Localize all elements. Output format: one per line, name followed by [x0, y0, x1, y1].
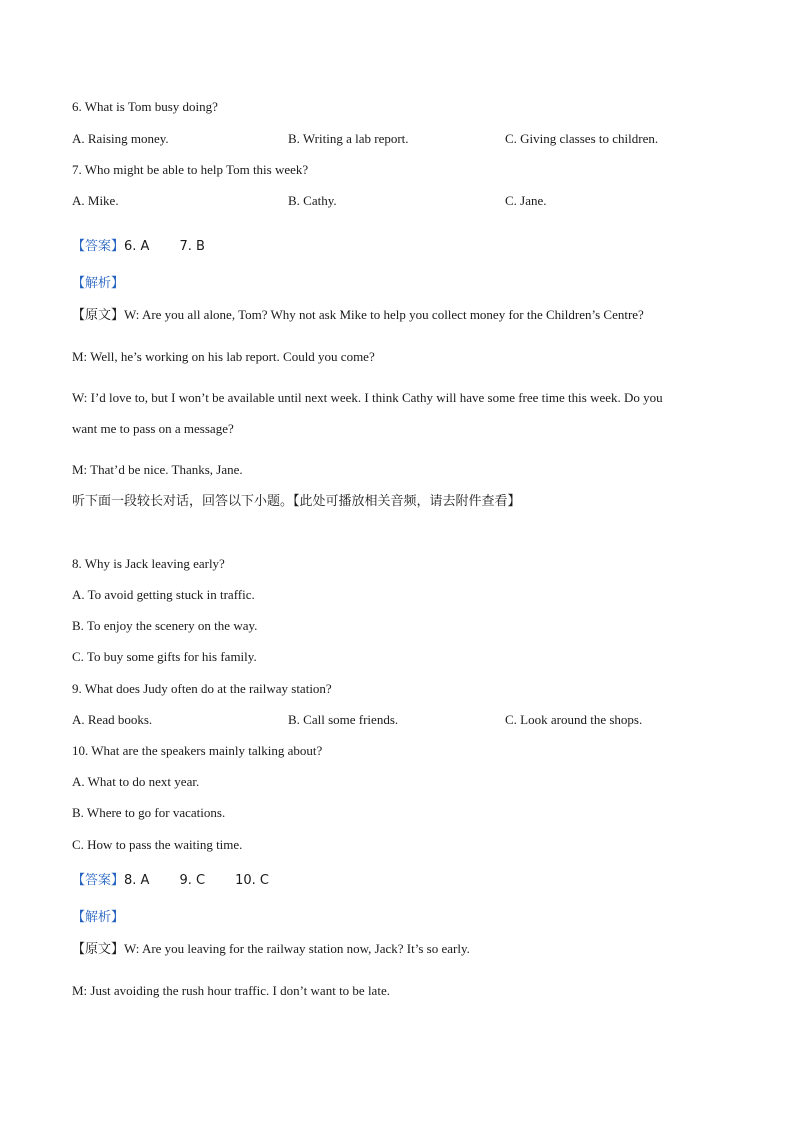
answer-item: 7. B	[179, 239, 205, 254]
transcript-label: 【原文】	[72, 308, 125, 323]
answer-label: 【答案】	[72, 239, 125, 254]
q8-option-b: B. To enjoy the scenery on the way.	[72, 618, 258, 633]
answer-item: 6. A	[124, 239, 150, 254]
transcript-line: W: I’d love to, but I won’t be available until next week. I think Cathy will have some free time this week. Do you	[72, 390, 663, 405]
q9-option-b: B. Call some friends.	[288, 712, 399, 727]
analysis-heading-1	[72, 275, 124, 292]
answer-item: 9. C	[179, 873, 206, 888]
question-9: 9. What does Judy often do at the railway station?	[72, 681, 332, 696]
transcript-label: 【原文】	[72, 942, 125, 957]
q9-option-a: A. Read books.	[72, 712, 153, 727]
answer-line-2	[72, 873, 269, 889]
analysis-heading-2	[72, 909, 124, 926]
answer-item: 8. A	[124, 873, 150, 888]
q6-option-b: B. Writing a lab report.	[288, 131, 409, 146]
answer-label: 【答案】	[72, 873, 125, 888]
question-7: 7. Who might be able to help Tom this week?	[72, 162, 309, 177]
question-10: 10. What are the speakers mainly talking about?	[72, 743, 323, 758]
q7-option-b: B. Cathy.	[288, 193, 337, 208]
q7-option-c: C. Jane.	[505, 193, 547, 208]
q8-option-a: A. To avoid getting stuck in traffic.	[72, 587, 255, 602]
question-8: 8. Why is Jack leaving early?	[72, 556, 225, 571]
q10-option-a: A. What to do next year.	[72, 774, 200, 789]
question-6: 6. What is Tom busy doing?	[72, 99, 218, 114]
transcript-line: want me to pass on a message?	[72, 421, 234, 436]
analysis-label: 【解析】	[72, 276, 125, 291]
transcript-text: W: Are you leaving for the railway station now, Jack? It’s so early.	[124, 941, 470, 956]
transcript-line	[72, 307, 644, 324]
answer-line-1	[72, 239, 205, 255]
analysis-label: 【解析】	[72, 910, 125, 925]
transcript-line	[72, 941, 470, 958]
answer-item: 10. C	[235, 873, 269, 888]
q10-option-b: B. Where to go for vacations.	[72, 805, 226, 820]
q10-option-c: C. How to pass the waiting time.	[72, 837, 243, 852]
transcript-text: W: Are you all alone, Tom? Why not ask Mike to help you collect money for the Children’s Centre?	[124, 307, 644, 322]
q8-option-c: C. To buy some gifts for his family.	[72, 649, 257, 664]
q7-option-a: A. Mike.	[72, 193, 119, 208]
q6-option-a: A. Raising money.	[72, 131, 169, 146]
listening-instruction: 听下面一段较长对话，回答以下小题。【此处可播放相关音频，请去附件查看】	[72, 494, 521, 509]
q6-option-c: C. Giving classes to children.	[505, 131, 659, 146]
transcript-line: M: Well, he’s working on his lab report. Could you come?	[72, 349, 375, 364]
transcript-line: M: Just avoiding the rush hour traffic. I don’t want to be late.	[72, 983, 390, 998]
transcript-line: M: That’d be nice. Thanks, Jane.	[72, 462, 243, 477]
q9-option-c: C. Look around the shops.	[505, 712, 643, 727]
